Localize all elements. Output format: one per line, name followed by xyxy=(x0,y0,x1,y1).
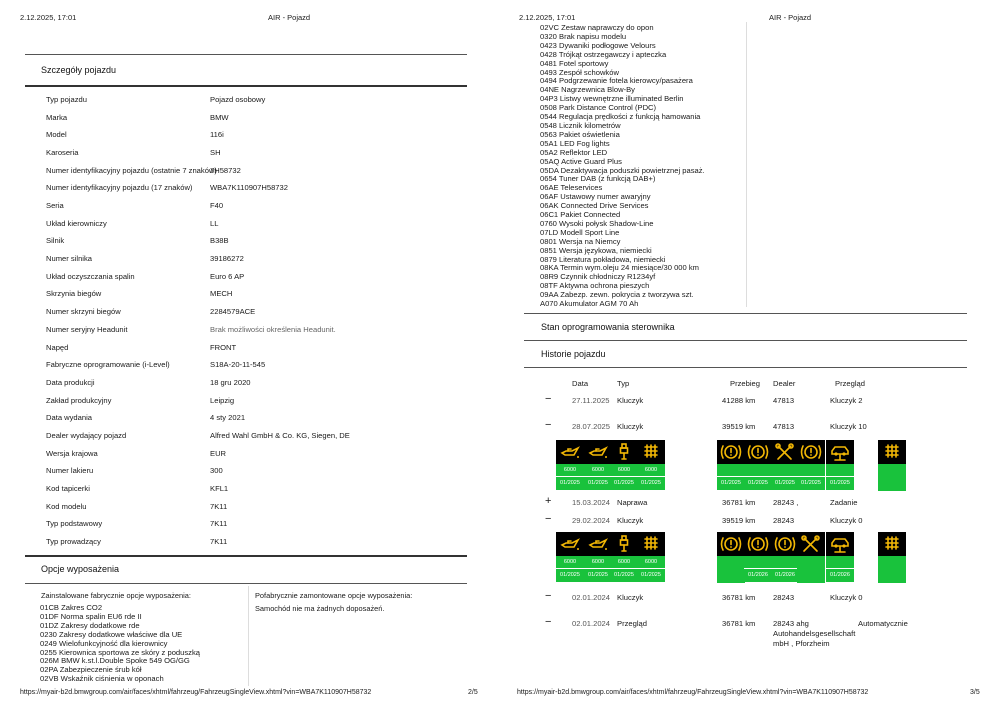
history-dealer: 28243 xyxy=(773,516,795,525)
vehicle-details-title: Szczegóły pojazdu xyxy=(41,65,117,75)
tile-header xyxy=(878,440,906,464)
tile-date: 01/2025 xyxy=(610,569,638,582)
option-item: 0423 Dywaniki podłogowe Velours xyxy=(540,40,656,50)
detail-label: Seria xyxy=(46,201,64,211)
detail-value: 2284579ACE xyxy=(210,307,256,317)
detail-value: 39186272 xyxy=(210,254,244,264)
option-item: 0255 Kierownica sportowa ze skóry z poduszką xyxy=(40,647,200,657)
option-item: A070 Akumulator AGM 70 Ah xyxy=(540,299,639,309)
brake-warning-icon xyxy=(747,443,769,461)
header-title: AIR - Pojazd xyxy=(268,13,311,22)
tile-km: 6000 xyxy=(556,556,584,569)
history-dealer: 47813 xyxy=(773,396,795,405)
option-item: 05A1 LED Fog lights xyxy=(540,138,610,148)
service-tile[interactable] xyxy=(610,440,638,490)
tile-header xyxy=(610,440,638,464)
tile-header xyxy=(584,440,612,464)
detail-value: 300 xyxy=(210,466,223,476)
service-tile[interactable] xyxy=(637,532,665,582)
vehicle-history-title[interactable]: Historie pojazdu xyxy=(541,349,606,359)
detail-value: Euro 6 AP xyxy=(210,271,245,281)
option-item: 0508 Park Distance Control (PDC) xyxy=(540,103,657,113)
tile-blank xyxy=(878,464,906,491)
tile-date: 01/2025 xyxy=(744,477,772,490)
divider xyxy=(524,313,967,314)
history-col-date: Data xyxy=(572,379,589,388)
detail-label: Układ kierowniczy xyxy=(46,218,107,228)
history-col-type: Typ xyxy=(617,379,630,388)
detail-label: Napęd xyxy=(46,342,69,352)
detail-label: Kod tapicerki xyxy=(46,483,90,493)
option-item: 0320 Brak napisu modelu xyxy=(540,31,627,41)
tile-header xyxy=(637,532,665,556)
page-right xyxy=(500,0,1000,708)
option-item: 0760 Wysoki połysk Shadow-Line xyxy=(540,218,654,228)
option-item: 08KA Termin wym.oleju 24 miesiące/30 000 km xyxy=(540,263,699,273)
service-tile[interactable] xyxy=(771,440,799,490)
tile-header xyxy=(584,532,612,556)
tile-header xyxy=(797,440,825,464)
option-item: 026M BMW k.st.l.Double Spoke 549 OG/GG xyxy=(40,656,190,666)
collapse-icon[interactable]: − xyxy=(545,393,552,405)
tile-date: 01/2025 xyxy=(556,477,584,490)
option-item: 07LD Modell Sport Line xyxy=(540,227,620,237)
tile-km: 6000 xyxy=(556,464,584,477)
car-lift-icon xyxy=(829,443,851,461)
collapse-icon[interactable]: − xyxy=(545,419,552,431)
tile-date: 01/2025 xyxy=(717,477,745,490)
aftermarket-options-text: Samochód nie ma żadnych doposażeń. xyxy=(255,604,385,613)
service-tile[interactable] xyxy=(556,440,584,490)
tile-header xyxy=(744,440,772,464)
option-item: 01DF Norma spalin EU6 rde II xyxy=(40,611,142,621)
option-item: 0481 Fotel sportowy xyxy=(540,58,609,68)
tile-km: 6000 xyxy=(584,556,612,569)
service-tile[interactable] xyxy=(797,440,825,490)
tile-header xyxy=(717,532,745,556)
detail-value: KFL1 xyxy=(210,483,229,493)
tile-date: 01/2025 xyxy=(797,477,825,490)
service-tile[interactable] xyxy=(584,440,612,490)
history-mileage: 39519 km xyxy=(722,516,756,525)
history-mileage: 36781 km xyxy=(722,498,756,507)
detail-label: Fabryczne oprogramowanie (i-Level) xyxy=(46,360,170,370)
detail-value: Brak możliwości określenia Headunit. xyxy=(210,324,336,334)
option-item: 02VB Wskaźnik ciśnienia w oponach xyxy=(40,674,164,684)
tile-header xyxy=(610,532,638,556)
collapse-icon[interactable]: − xyxy=(545,616,552,628)
detail-label: Data wydania xyxy=(46,413,93,423)
history-extra: Automatycznie xyxy=(858,619,908,628)
detail-label: Układ oczyszczania spalin xyxy=(46,271,135,281)
detail-value: Leipzig xyxy=(210,395,235,405)
option-item: 06AF Ustawowy numer awaryjny xyxy=(540,192,651,202)
history-date: 28.07.2025 xyxy=(572,422,611,431)
tile-spacer xyxy=(717,464,745,477)
tile-blank xyxy=(717,556,745,583)
history-date: 02.01.2024 xyxy=(572,593,611,602)
history-dealer: 28243 , xyxy=(773,498,799,507)
tile-header xyxy=(797,532,825,556)
option-item: 06AK Connected Drive Services xyxy=(540,201,649,211)
detail-value: 7K11 xyxy=(210,537,228,546)
detail-label: Numer lakieru xyxy=(46,466,94,476)
tile-spacer xyxy=(826,464,854,477)
history-col-mileage: Przebieg xyxy=(730,379,760,388)
collapse-icon[interactable]: − xyxy=(545,590,552,602)
software-status-title[interactable]: Stan oprogramowania sterownika xyxy=(541,322,675,332)
detail-label: Model xyxy=(46,130,67,140)
detail-label: Typ pojazdu xyxy=(46,95,87,104)
footer-page-number: 2/5 xyxy=(468,689,478,696)
option-item: 01CB Zakres CO2 xyxy=(40,603,103,612)
column-divider xyxy=(746,22,747,307)
history-dealer: 28243 xyxy=(773,593,795,602)
detail-label: Marka xyxy=(46,112,68,122)
history-type: Kluczyk xyxy=(617,516,644,525)
tile-header xyxy=(771,440,799,464)
detail-label: Wersja krajowa xyxy=(46,448,98,458)
detail-value: FRONT xyxy=(210,342,237,352)
tile-date: 01/2025 xyxy=(826,477,854,490)
detail-value: 7K11 xyxy=(210,501,228,511)
tile-header xyxy=(744,532,772,556)
detail-label: Numer silnika xyxy=(46,254,92,264)
detail-value: Pojazd osobowy xyxy=(210,95,266,104)
filter-icon xyxy=(883,535,901,553)
history-review: Zadanie xyxy=(830,498,858,507)
option-item: 0879 Literatura pokładowa, niemiecki xyxy=(540,254,666,264)
service-tile[interactable] xyxy=(826,440,854,490)
service-tile[interactable] xyxy=(584,532,612,582)
history-type: Kluczyk xyxy=(617,593,644,602)
history-type: Przegląd xyxy=(617,619,647,628)
tile-header xyxy=(717,440,745,464)
divider xyxy=(25,583,467,584)
history-review: Kluczyk 2 xyxy=(830,396,863,405)
history-mileage: 41288 km xyxy=(722,396,756,405)
history-col-dealer: Dealer xyxy=(773,379,796,388)
history-review: Kluczyk 10 xyxy=(830,422,867,431)
tile-km: 6000 xyxy=(610,464,638,477)
option-item: 0563 Pakiet oświetlenia xyxy=(540,129,620,139)
divider xyxy=(25,555,467,557)
option-item: 06AE Teleservices xyxy=(540,183,603,193)
brake-warning-icon xyxy=(774,535,796,553)
option-item: 0851 Wersja językowa, niemiecki xyxy=(540,245,652,255)
option-item: 0428 Trójkąt ostrzegawczy i apteczka xyxy=(540,49,667,59)
detail-value: 7H58732 xyxy=(210,165,241,175)
detail-label: Dealer wydający pojazd xyxy=(46,430,127,440)
option-item: 06C1 Pakiet Connected xyxy=(540,210,621,220)
factory-options-list xyxy=(40,604,200,684)
service-tile[interactable] xyxy=(556,532,584,582)
detail-value: LL xyxy=(210,218,219,228)
history-date: 29.02.2024 xyxy=(572,516,611,525)
detail-label: Kod modelu xyxy=(46,501,87,511)
aftermarket-options-heading: Pofabrycznie zamontowane opcje wyposażenia: xyxy=(255,591,413,600)
divider xyxy=(524,367,967,368)
tile-date: 01/2026 xyxy=(771,569,799,582)
detail-label: Skrzynia biegów xyxy=(46,289,102,299)
detail-value: SH xyxy=(210,148,221,158)
tile-date: 01/2026 xyxy=(744,569,772,582)
detail-label: Numer seryjny Headunit xyxy=(46,324,128,334)
tile-km: 6000 xyxy=(637,556,665,569)
detail-value: EUR xyxy=(210,448,227,458)
option-item: 04P3 Listwy wewnętrzne illuminated Berlin xyxy=(540,94,684,104)
tile-date: 01/2025 xyxy=(584,569,612,582)
option-item: 01DZ Zakresy dodatkowe rde xyxy=(40,620,140,630)
column-divider xyxy=(248,586,249,686)
tile-date: 01/2025 xyxy=(556,569,584,582)
history-mileage: 36781 km xyxy=(722,619,756,628)
spark-plug-icon xyxy=(616,443,632,461)
tile-spacer xyxy=(771,556,799,569)
oil-can-icon xyxy=(588,444,608,460)
tile-spacer xyxy=(744,556,772,569)
tile-header xyxy=(878,532,906,556)
history-dealer: 47813 xyxy=(773,422,795,431)
detail-label: Karoseria xyxy=(46,148,79,158)
tile-date: 01/2025 xyxy=(637,477,665,490)
history-review: Kluczyk 0 xyxy=(830,516,863,525)
detail-value: 7K11 xyxy=(210,519,228,529)
tile-header xyxy=(637,440,665,464)
tile-km: 6000 xyxy=(610,556,638,569)
detail-value: 18 gru 2020 xyxy=(210,377,251,387)
detail-label: Numer identyfikacyjny pojazdu (17 znaków) xyxy=(46,183,193,193)
option-item: 0544 Regulacja prędkości z funkcją hamowania xyxy=(540,112,701,122)
history-col-review: Przegląd xyxy=(835,379,865,388)
history-type: Kluczyk xyxy=(617,396,644,405)
detail-value: 116i xyxy=(210,130,224,140)
service-tile[interactable] xyxy=(744,440,772,490)
option-item: 08R9 Czynnik chłodniczy R1234yf xyxy=(540,272,656,282)
tile-date: 01/2025 xyxy=(584,477,612,490)
option-item: 02VC Zestaw naprawczy do opon xyxy=(540,23,654,32)
detail-value: Alfred Wahl GmbH & Co. KG, Siegen, DE xyxy=(210,430,350,440)
tile-header xyxy=(556,532,584,556)
filter-icon xyxy=(642,535,660,553)
option-item: 09AA Zabezp. zewn. pokrycia z tworzywa szt. xyxy=(540,290,694,300)
service-tile[interactable] xyxy=(771,532,799,582)
detail-label: Typ prowadzący xyxy=(46,537,101,546)
factory-options-list-continued xyxy=(540,24,705,309)
oil-can-icon xyxy=(560,536,580,552)
option-item: 0494 Podgrzewanie fotela kierowcy/pasażera xyxy=(540,76,693,86)
option-item: 08TF Aktywna ochrona pieszych xyxy=(540,281,650,291)
service-tile[interactable] xyxy=(637,440,665,490)
filter-icon xyxy=(642,443,660,461)
option-item: 05AQ Active Guard Plus xyxy=(540,156,622,166)
divider xyxy=(25,85,467,87)
service-tile[interactable] xyxy=(797,532,825,583)
tile-header xyxy=(556,440,584,464)
history-mileage: 39519 km xyxy=(722,422,756,431)
service-tile[interactable] xyxy=(744,532,772,582)
tile-km: 6000 xyxy=(637,464,665,477)
factory-options-heading: Zainstalowane fabrycznie opcje wyposażenia: xyxy=(41,591,191,600)
tile-km: 6000 xyxy=(584,464,612,477)
tile-spacer xyxy=(771,464,799,477)
detail-label: Silnik xyxy=(46,236,65,246)
spark-plug-icon xyxy=(616,535,632,553)
option-item: 0548 Licznik kilometrów xyxy=(540,120,621,130)
detail-value: S18A-20-11-545 xyxy=(210,360,266,370)
divider xyxy=(524,340,967,341)
option-item: 04NE Nagrzewnica Blow-By xyxy=(540,85,635,95)
history-type: Naprawa xyxy=(617,498,648,507)
option-item: 02PA Zabezpieczenie śrub kół xyxy=(40,665,142,675)
history-date: 27.11.2025 xyxy=(572,396,610,405)
detail-label: Numer identyfikacyjny pojazdu (ostatnie 7 znaków) xyxy=(46,165,217,175)
history-review: Kluczyk 0 xyxy=(830,593,863,602)
option-item: 05DA Dezaktywacja poduszki powietrznej pasaż. xyxy=(540,165,705,175)
tile-header xyxy=(771,532,799,556)
history-date: 15.03.2024 xyxy=(572,498,611,507)
header-title: AIR - Pojazd xyxy=(769,13,812,22)
brake-warning-icon xyxy=(720,535,742,553)
option-item: 0493 Zespół schowków xyxy=(540,67,619,77)
detail-label: Zakład produkcyjny xyxy=(46,395,112,405)
car-lift-icon xyxy=(829,535,851,553)
history-date: 02.01.2024 xyxy=(572,619,611,628)
brake-warning-icon xyxy=(800,443,822,461)
header-date: 2.12.2025, 17:01 xyxy=(519,13,576,22)
service-tile[interactable] xyxy=(878,532,906,583)
tile-spacer xyxy=(744,464,772,477)
tile-blank xyxy=(878,556,906,583)
history-mileage: 36781 km xyxy=(722,593,756,602)
footer-page-number: 3/5 xyxy=(970,689,980,696)
service-tile[interactable] xyxy=(610,532,638,582)
tile-header xyxy=(826,440,854,464)
option-item: 0801 Wersja na Niemcy xyxy=(540,236,621,246)
detail-value: WBA7K110907H58732 xyxy=(210,183,288,193)
service-tile[interactable] xyxy=(717,440,745,490)
detail-value: BMW xyxy=(210,112,229,122)
detail-value: 4 sty 2021 xyxy=(210,413,246,423)
option-item: 0230 Zakresy dodatkowe właściwe dla UE xyxy=(40,629,183,639)
tile-date: 01/2025 xyxy=(771,477,799,490)
history-dealer: 28243 ahg Autohandelsgesellschaft mbH , Pforzheim xyxy=(773,619,856,648)
footer-url[interactable]: https://myair-b2d.bmwgroup.com/air/faces/xhtml/fahrzeug/FahrzeugSingleView.xhtml?vin=WBA7K110907H58732 xyxy=(517,689,869,696)
history-type: Kluczyk xyxy=(617,422,644,431)
tile-blank xyxy=(797,556,825,583)
oil-can-icon xyxy=(560,444,580,460)
collapse-icon[interactable]: − xyxy=(545,513,552,525)
filter-icon xyxy=(883,443,901,461)
option-item: 0654 Tuner DAB (z funkcją DAB+) xyxy=(540,174,656,184)
detail-value: MECH xyxy=(210,289,233,299)
service-tile[interactable] xyxy=(826,532,854,582)
footer-url[interactable]: https://myair-b2d.bmwgroup.com/air/faces/xhtml/fahrzeug/FahrzeugSingleView.xhtml?vin=WBA7K110907H58732 xyxy=(20,689,372,696)
oil-can-icon xyxy=(588,536,608,552)
detail-value: B38B xyxy=(210,236,229,246)
wrench-tools-icon xyxy=(801,535,821,553)
detail-label: Data produkcji xyxy=(46,377,95,387)
options-title: Opcje wyposażenia xyxy=(41,564,120,574)
service-tile[interactable] xyxy=(878,440,906,491)
option-item: 05A2 Reflektor LED xyxy=(540,147,608,157)
option-item: 0249 Wielofunkcyjność dla kierownicy xyxy=(40,638,168,648)
detail-label: Typ podstawowy xyxy=(46,519,103,529)
wrench-tools-icon xyxy=(775,443,795,461)
brake-warning-icon xyxy=(747,535,769,553)
service-tile[interactable] xyxy=(717,532,745,583)
header-date: 2.12.2025, 17:01 xyxy=(20,13,77,22)
tile-date: 01/2025 xyxy=(637,569,665,582)
divider xyxy=(25,54,467,55)
tile-spacer xyxy=(826,556,854,569)
expand-icon[interactable]: + xyxy=(545,495,552,507)
tile-header xyxy=(826,532,854,556)
detail-label: Numer skrzyni biegów xyxy=(46,307,121,317)
tile-date: 01/2025 xyxy=(610,477,638,490)
tile-spacer xyxy=(797,464,825,477)
detail-value: F40 xyxy=(210,201,224,211)
tile-date: 01/2026 xyxy=(826,569,854,582)
brake-warning-icon xyxy=(720,443,742,461)
